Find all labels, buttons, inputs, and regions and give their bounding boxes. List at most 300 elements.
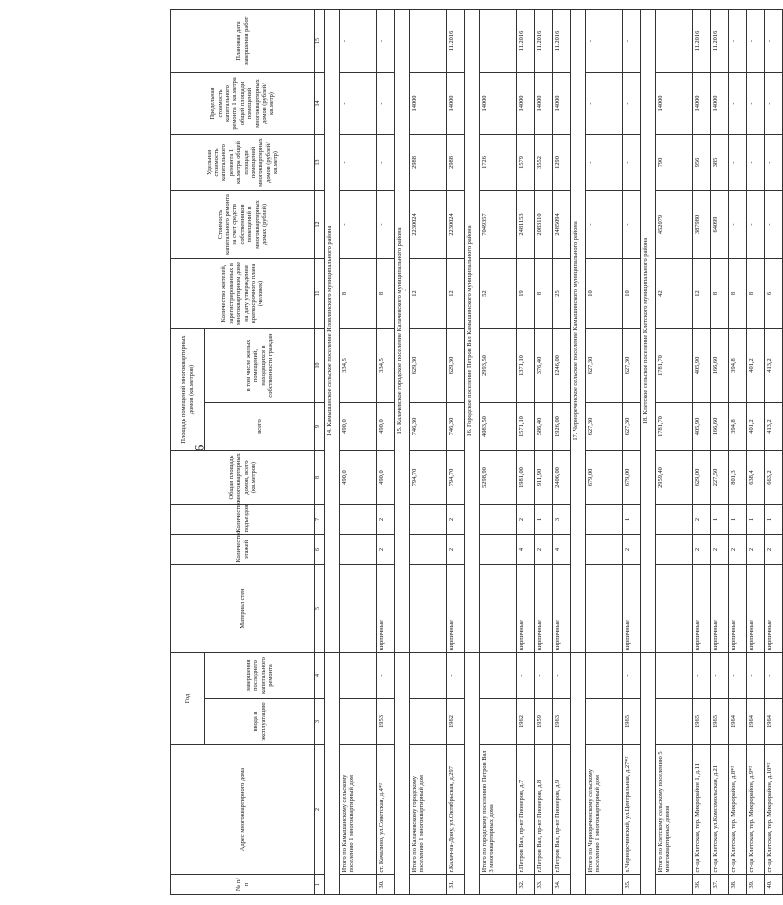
cell-cost: 2485094 xyxy=(553,190,571,258)
section-spacer xyxy=(571,653,586,895)
cell-premises-residents: 1246,00 xyxy=(553,328,571,402)
cell-floors: 2 xyxy=(747,535,765,565)
cell-limit-cost: - xyxy=(623,72,641,134)
cell-num: 40. xyxy=(765,875,783,895)
cell-entrances: 1 xyxy=(765,505,783,535)
cell-cost: 2481153 xyxy=(517,190,535,258)
cell-num: 37. xyxy=(711,875,729,895)
total-premises-all: 627,30 xyxy=(586,403,623,451)
header-premises-area: Площадь помещений многоквартирных домов (кв.метров) xyxy=(171,328,205,450)
total-premises-residents: 629,30 xyxy=(410,328,447,402)
cell-year-commission: 1965 xyxy=(623,699,641,745)
total-date: - xyxy=(586,9,623,72)
total-premises-residents: 2993,50 xyxy=(480,328,517,402)
total-blank xyxy=(480,875,517,895)
cell-total-area: 227,50 xyxy=(711,451,729,505)
table-row xyxy=(765,9,783,894)
cell-cost: - xyxy=(623,190,641,258)
cell-total-area: 679,00 xyxy=(623,451,641,505)
total-label: Итого по Калачевскому городскому поселению 1 многоквартирный дом xyxy=(410,745,447,875)
cell-year-commission: 1962 xyxy=(447,699,465,745)
total-limit-cost: 14000 xyxy=(656,72,693,134)
total-premises-residents: 1781,70 xyxy=(656,328,693,402)
column-number: 11 xyxy=(315,258,325,328)
header-year: Год xyxy=(171,653,205,745)
cell-premises-all: 394,8 xyxy=(729,403,747,451)
section-title-row xyxy=(325,9,340,894)
header-unit-cost: Удельная стоимость капитального ремонта 1 кв.метра общей площади помещений многоквартирных домов (рублей/кв.метр) xyxy=(171,134,315,190)
cell-date: - xyxy=(377,9,395,72)
total-date xyxy=(480,9,517,72)
cell-year-repair: - xyxy=(623,653,641,699)
column-number: 15 xyxy=(315,9,325,72)
total-blank xyxy=(410,875,447,895)
total-date xyxy=(410,9,447,72)
cell-floors: 2 xyxy=(623,535,641,565)
cell-unit-cost: - xyxy=(377,134,395,190)
total-blank xyxy=(586,699,623,745)
cell-total-area: 911,90 xyxy=(535,451,553,505)
cell-total-area: 801,3 xyxy=(729,451,747,505)
cell-year-commission: 1964 xyxy=(765,699,783,745)
total-premises-all: 746,30 xyxy=(410,403,447,451)
header-premises-all: всего xyxy=(205,403,315,451)
cell-premises-residents: 401,2 xyxy=(747,328,765,402)
cell-material: кирпичные xyxy=(535,565,553,653)
cell-address: г.Петров Вал, пр-кт Пионеров, д.9 xyxy=(553,745,571,875)
cell-year-repair: - xyxy=(711,653,729,699)
total-blank xyxy=(480,653,517,699)
cell-limit-cost: - xyxy=(729,72,747,134)
cell-unit-cost: 956 xyxy=(693,134,711,190)
section-title-row xyxy=(571,9,586,894)
total-limit-cost: - xyxy=(586,72,623,134)
total-blank xyxy=(656,505,693,535)
cell-unit-cost: - xyxy=(729,134,747,190)
cell-entrances: 1 xyxy=(623,505,641,535)
cell-num: 34. xyxy=(553,875,571,895)
column-number: 1 xyxy=(315,875,325,895)
table-body xyxy=(325,9,783,894)
cell-num: 30. xyxy=(377,875,395,895)
cell-year-commission: 1963 xyxy=(553,699,571,745)
table-row xyxy=(711,9,729,894)
cell-unit-cost: 3552 xyxy=(535,134,553,190)
total-blank xyxy=(410,565,447,653)
cell-premises-residents: 627,30 xyxy=(623,328,641,402)
cell-date: - xyxy=(729,9,747,72)
cell-year-commission: 1965 xyxy=(711,699,729,745)
cell-year-repair: - xyxy=(553,653,571,699)
cell-year-repair: - xyxy=(765,653,783,699)
cell-unit-cost: - xyxy=(747,134,765,190)
section-title: 16. Городское поселение Петров Вал Камышинского муниципального района xyxy=(465,9,480,652)
cell-premises-residents: 166,60 xyxy=(711,328,729,402)
cell-premises-all: 627,30 xyxy=(623,403,641,451)
cell-unit-cost: - xyxy=(623,134,641,190)
cell-total-area: 2406,00 xyxy=(553,451,571,505)
cell-floors: 2 xyxy=(693,535,711,565)
cell-entrances: 2 xyxy=(517,505,535,535)
cell-premises-all: 1571,10 xyxy=(517,403,535,451)
total-unit-cost: - xyxy=(340,134,377,190)
total-label: Итого по городскому поселению Петров Вал 3 многоквартирных дома xyxy=(480,745,517,875)
total-unit-cost: 2988 xyxy=(410,134,447,190)
section-spacer xyxy=(641,653,656,895)
total-unit-cost: 1726 xyxy=(480,134,517,190)
column-number: 3 xyxy=(315,699,325,745)
cell-year-repair: - xyxy=(693,653,711,699)
cell-residents: 8 xyxy=(747,258,765,328)
cell-premises-residents: 394,8 xyxy=(729,328,747,402)
cell-material: кирпичные xyxy=(447,565,465,653)
header-year-commission: ввода в эксплуатацию xyxy=(205,699,315,745)
header-date: Плановая дата завершения работ xyxy=(171,9,315,72)
cell-material: кирпичные xyxy=(711,565,729,653)
section-title: 15. Калачевское городское поселение Калачевского муниципального района xyxy=(395,9,410,652)
cell-cost: 387980 xyxy=(693,190,711,258)
repair-plan-table xyxy=(170,9,783,895)
cell-premises-residents: 413,2 xyxy=(765,328,783,402)
cell-date: 11.2016 xyxy=(535,9,553,72)
cell-year-repair: - xyxy=(377,653,395,699)
cell-address: г.Петров Вал, пр-кт Пионеров, д.8 xyxy=(535,745,553,875)
cell-limit-cost: 14000 xyxy=(517,72,535,134)
cell-premises-all: 405,90 xyxy=(693,403,711,451)
cell-num: 39. xyxy=(747,875,765,895)
cell-premises-residents: 1371,10 xyxy=(517,328,535,402)
cell-cost: - xyxy=(765,190,783,258)
cell-premises-all: 490,0 xyxy=(377,403,395,451)
column-number: 12 xyxy=(315,190,325,258)
cell-limit-cost: 14000 xyxy=(553,72,571,134)
cell-unit-cost: - xyxy=(765,134,783,190)
header-material: Материал стен xyxy=(171,565,315,653)
total-blank xyxy=(656,565,693,653)
cell-year-commission: 1953 xyxy=(377,699,395,745)
total-blank xyxy=(410,653,447,699)
total-row xyxy=(480,9,517,894)
cell-date: 11.2016 xyxy=(553,9,571,72)
cell-material: кирпичные xyxy=(693,565,711,653)
cell-premises-residents: 334,5 xyxy=(377,328,395,402)
section-title-row xyxy=(641,9,656,894)
section-title: 14. Камышанское сельское поселение Иловлинского муниципального района xyxy=(325,9,340,652)
cell-cost: - xyxy=(377,190,395,258)
total-cost: 452079 xyxy=(656,190,693,258)
cell-entrances: 2 xyxy=(377,505,395,535)
cell-year-repair: - xyxy=(447,653,465,699)
cell-residents: 8 xyxy=(729,258,747,328)
total-residents: 8 xyxy=(340,258,377,328)
total-label: Итого по Чернореченскому сельскому поселению 1 многоквартирный дом xyxy=(586,745,623,875)
total-cost: - xyxy=(586,190,623,258)
total-blank xyxy=(656,653,693,699)
header-num: № п/п xyxy=(171,875,315,895)
total-cost: - xyxy=(340,190,377,258)
total-total-area: 679,00 xyxy=(586,451,623,505)
cell-limit-cost: - xyxy=(377,72,395,134)
section-spacer xyxy=(465,653,480,895)
cell-floors: 2 xyxy=(765,535,783,565)
cell-floors: 4 xyxy=(517,535,535,565)
cell-unit-cost: 1290 xyxy=(553,134,571,190)
column-number: 14 xyxy=(315,72,325,134)
cell-premises-residents: 376,40 xyxy=(535,328,553,402)
cell-date: 11.2016 xyxy=(711,9,729,72)
cell-num: 38. xyxy=(729,875,747,895)
cell-residents: 25 xyxy=(553,258,571,328)
cell-limit-cost: 14000 xyxy=(711,72,729,134)
total-blank xyxy=(410,505,447,535)
cell-residents: 12 xyxy=(447,258,465,328)
total-date: - xyxy=(340,9,377,72)
cell-address: ст-ца Клетская, тер. Микрорайон, д.9*² xyxy=(747,745,765,875)
section-title: 17. Чернореченское сельское поселение Камышинского муниципального района xyxy=(571,9,586,652)
total-unit-cost: 790 xyxy=(656,134,693,190)
cell-floors: 2 xyxy=(447,535,465,565)
table-row xyxy=(729,9,747,894)
cell-limit-cost: - xyxy=(747,72,765,134)
total-unit-cost: - xyxy=(586,134,623,190)
column-number: 13 xyxy=(315,134,325,190)
cell-date: 11.2016 xyxy=(517,9,535,72)
cell-residents: 12 xyxy=(693,258,711,328)
header-address: Адрес многоквартирного дома xyxy=(171,745,315,875)
total-residents: 42 xyxy=(656,258,693,328)
total-blank xyxy=(586,535,623,565)
cell-material: кирпичные xyxy=(729,565,747,653)
total-row xyxy=(586,9,623,894)
total-blank xyxy=(480,505,517,535)
cell-residents: 8 xyxy=(535,258,553,328)
total-blank xyxy=(410,699,447,745)
total-premises-all: 4083,50 xyxy=(480,403,517,451)
table-row xyxy=(517,9,535,894)
table-row xyxy=(447,9,465,894)
total-cost: 2230024 xyxy=(410,190,447,258)
cell-address: ст. Качалино, ул.Советская, д.4*² xyxy=(377,745,395,875)
cell-residents: 6 xyxy=(765,258,783,328)
total-limit-cost: 14000 xyxy=(480,72,517,134)
cell-num: 36. xyxy=(693,875,711,895)
cell-residents: 10 xyxy=(623,258,641,328)
total-cost: 7049357 xyxy=(480,190,517,258)
cell-material: кирпичные xyxy=(765,565,783,653)
cell-num: 31. xyxy=(447,875,465,895)
cell-limit-cost: 14000 xyxy=(535,72,553,134)
cell-residents: 8 xyxy=(711,258,729,328)
table-row xyxy=(747,9,765,894)
total-blank xyxy=(480,699,517,745)
cell-entrances: 2 xyxy=(447,505,465,535)
cell-unit-cost: 2988 xyxy=(447,134,465,190)
table-row xyxy=(693,9,711,894)
table-row xyxy=(623,9,641,894)
total-date xyxy=(656,9,693,72)
section-title-row xyxy=(465,9,480,894)
column-number: 2 xyxy=(315,745,325,875)
cell-date: 11.2016 xyxy=(447,9,465,72)
total-blank xyxy=(480,565,517,653)
total-total-area: 490,0 xyxy=(340,451,377,505)
cell-year-repair: - xyxy=(747,653,765,699)
cell-date: - xyxy=(765,9,783,72)
cell-residents: 8 xyxy=(377,258,395,328)
column-number: 8 xyxy=(315,451,325,505)
cell-premises-residents: 405,90 xyxy=(693,328,711,402)
cell-cost: - xyxy=(729,190,747,258)
cell-address: ст-ца Клетская, тер. Микрорайон, д.8*² xyxy=(729,745,747,875)
cell-floors: 2 xyxy=(711,535,729,565)
total-blank xyxy=(586,875,623,895)
cell-cost: 2230024 xyxy=(447,190,465,258)
rotated-page xyxy=(170,10,773,895)
header-floors: Количество этажей xyxy=(171,535,315,565)
cell-year-commission: 1962 xyxy=(517,699,535,745)
cell-address: г.Петров Вал, пр-кт Пионеров, д.7 xyxy=(517,745,535,875)
section-spacer xyxy=(395,653,410,895)
total-total-area: 794,70 xyxy=(410,451,447,505)
total-premises-all: 1781,70 xyxy=(656,403,693,451)
column-number: 4 xyxy=(315,653,325,699)
total-blank xyxy=(340,505,377,535)
total-blank xyxy=(340,653,377,699)
column-number: 9 xyxy=(315,403,325,451)
section-title-row xyxy=(395,9,410,894)
cell-address: х.Чернорсчинский, ул.Центральная, д.27*² xyxy=(623,745,641,875)
cell-year-commission: 1959 xyxy=(535,699,553,745)
cell-year-commission: 1964 xyxy=(729,699,747,745)
page-number: 6 xyxy=(191,444,207,452)
cell-total-area: 663,2 xyxy=(765,451,783,505)
total-blank xyxy=(586,565,623,653)
total-residents: 12 xyxy=(410,258,447,328)
total-limit-cost: 14000 xyxy=(410,72,447,134)
cell-limit-cost: - xyxy=(765,72,783,134)
section-spacer xyxy=(325,653,340,895)
total-blank xyxy=(340,875,377,895)
total-premises-residents: 334,5 xyxy=(340,328,377,402)
cell-residents: 19 xyxy=(517,258,535,328)
total-blank xyxy=(340,565,377,653)
cell-material: кирпичные xyxy=(377,565,395,653)
table-row xyxy=(535,9,553,894)
cell-material: кирпичные xyxy=(553,565,571,653)
cell-cost: 64099 xyxy=(711,190,729,258)
section-title: 18. Клетское сельское поселение Клетского муниципального района xyxy=(641,9,656,652)
cell-entrances: 1 xyxy=(729,505,747,535)
cell-cost: 2083110 xyxy=(535,190,553,258)
cell-address: ст-ца Клетская, ул.Комсомольская, д.21 xyxy=(711,745,729,875)
cell-material: кирпичные xyxy=(623,565,641,653)
total-blank xyxy=(340,535,377,565)
total-total-area: 2959,40 xyxy=(656,451,693,505)
cell-address: ст-ца Клетская, тер. Микрорайон 1, д.11 xyxy=(693,745,711,875)
cell-year-commission: 1964 xyxy=(747,699,765,745)
cell-cost: - xyxy=(747,190,765,258)
header-entrances: Количество подъездов xyxy=(171,505,315,535)
header-residents: Количество жителей, зарегистрированных в многоквартирном доме на дату утверждения краткосрочного плана (человек) xyxy=(171,258,315,328)
cell-limit-cost: 14000 xyxy=(447,72,465,134)
cell-year-repair: - xyxy=(535,653,553,699)
total-limit-cost: - xyxy=(340,72,377,134)
total-label: Итого по Клетскому сельскому поселению 5 многоквартирных домов xyxy=(656,745,693,875)
cell-total-area: 794,70 xyxy=(447,451,465,505)
total-label: Итого по Камышанскому сельскому поселению 1 многоквартирный дом xyxy=(340,745,377,875)
table-row xyxy=(553,9,571,894)
cell-total-area: 638,4 xyxy=(747,451,765,505)
total-blank xyxy=(586,505,623,535)
cell-entrances: 2 xyxy=(693,505,711,535)
total-residents: 10 xyxy=(586,258,623,328)
cell-floors: 2 xyxy=(377,535,395,565)
cell-premises-all: 746,30 xyxy=(447,403,465,451)
total-row xyxy=(656,9,693,894)
cell-date: - xyxy=(747,9,765,72)
cell-entrances: 1 xyxy=(747,505,765,535)
total-row xyxy=(410,9,447,894)
header-cost: Стоимость капитального ремонта за счет средств собственников помещений в многоквартирных домах (рублей) xyxy=(171,190,315,258)
cell-premises-all: 401,2 xyxy=(747,403,765,451)
cell-unit-cost: 1579 xyxy=(517,134,535,190)
cell-num: 33. xyxy=(535,875,553,895)
cell-num: 32. xyxy=(517,875,535,895)
column-number: 7 xyxy=(315,505,325,535)
cell-total-area: 1981,00 xyxy=(517,451,535,505)
cell-material: кирпичные xyxy=(747,565,765,653)
cell-entrances: 3 xyxy=(553,505,571,535)
cell-premises-residents: 629,30 xyxy=(447,328,465,402)
cell-entrances: 1 xyxy=(535,505,553,535)
total-blank xyxy=(586,653,623,699)
cell-floors: 4 xyxy=(553,535,571,565)
cell-premises-all: 1926,00 xyxy=(553,403,571,451)
header-year-repair: завершения последнего капитального ремонта xyxy=(205,653,315,699)
cell-address: г.Калач-на-Дону, ул.Октябрьская, д.297 xyxy=(447,745,465,875)
cell-entrances: 1 xyxy=(711,505,729,535)
total-total-area: 5298,90 xyxy=(480,451,517,505)
header-limit-cost: Предельная стоимость капитального ремонта 1 кв.метра общей площади помещений многоквартирных домов (рублей/кв.метр) xyxy=(171,72,315,134)
column-number: 6 xyxy=(315,535,325,565)
cell-limit-cost: 14000 xyxy=(693,72,711,134)
total-blank xyxy=(340,699,377,745)
cell-year-commission: 1965 xyxy=(693,699,711,745)
header-premises-residents: в том числе жилых помещений, находящихся в собственности граждан xyxy=(205,328,315,402)
total-blank xyxy=(410,535,447,565)
cell-num: 35. xyxy=(623,875,641,895)
column-number: 5 xyxy=(315,565,325,653)
cell-unit-cost: 385 xyxy=(711,134,729,190)
cell-address: ст-ца Клетская, тер. Микрорайон, д.10*² xyxy=(765,745,783,875)
cell-floors: 2 xyxy=(535,535,553,565)
cell-premises-all: 413,2 xyxy=(765,403,783,451)
cell-floors: 2 xyxy=(729,535,747,565)
total-premises-all: 490,0 xyxy=(340,403,377,451)
total-premises-residents: 627,30 xyxy=(586,328,623,402)
cell-total-area: 629,00 xyxy=(693,451,711,505)
cell-premises-all: 166,60 xyxy=(711,403,729,451)
total-residents: 52 xyxy=(480,258,517,328)
cell-year-repair: - xyxy=(517,653,535,699)
header-total-area: Общая площадь многоквартирных домов, всего (кв.метров) xyxy=(171,451,315,505)
total-blank xyxy=(656,535,693,565)
cell-premises-all: 586,40 xyxy=(535,403,553,451)
cell-date: - xyxy=(623,9,641,72)
total-blank xyxy=(656,699,693,745)
cell-total-area: 490,0 xyxy=(377,451,395,505)
total-row xyxy=(340,9,377,894)
